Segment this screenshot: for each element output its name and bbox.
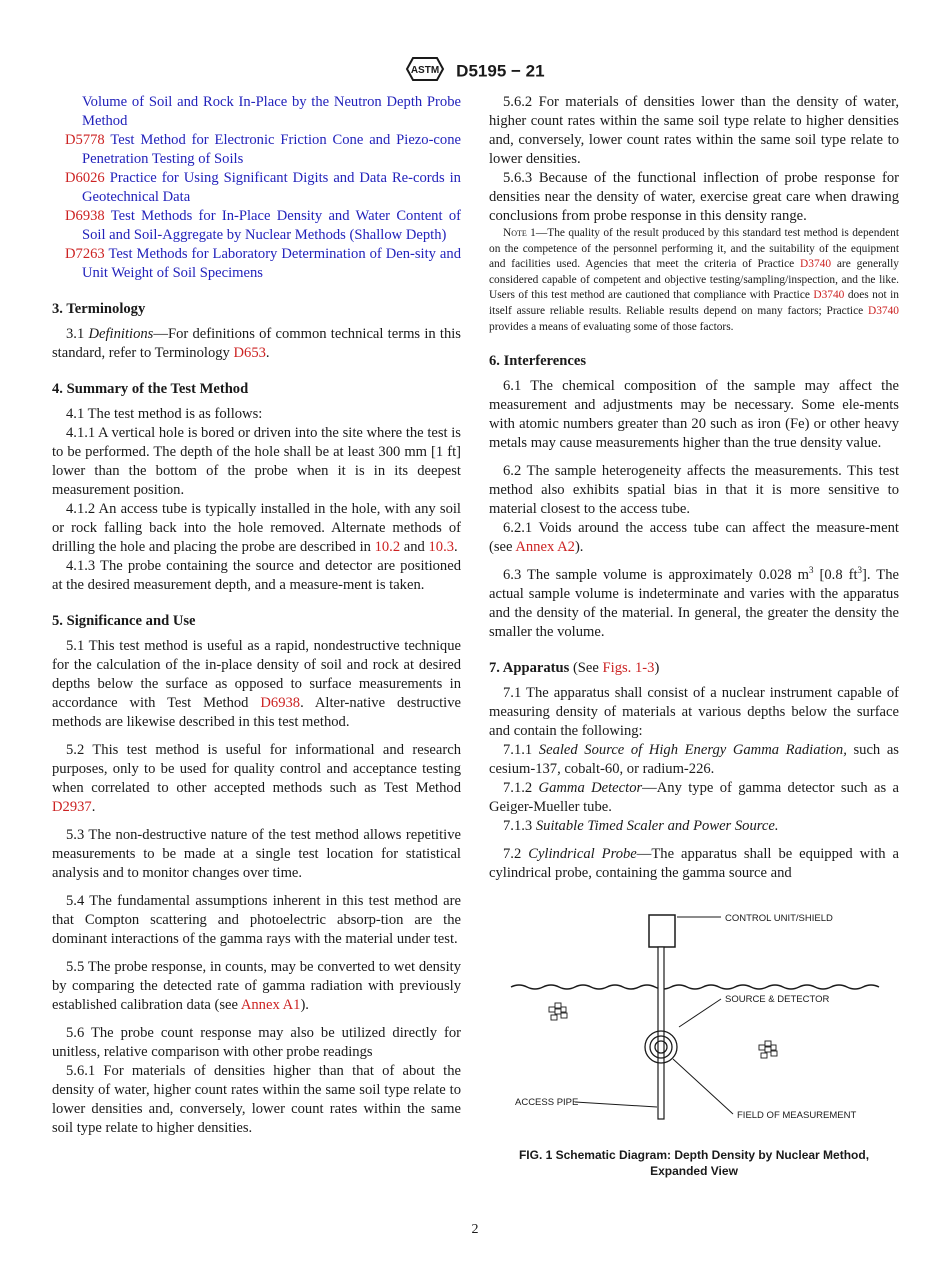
control-unit-label: CONTROL UNIT/SHIELD	[725, 913, 833, 925]
source-detector-label: SOURCE & DETECTOR	[725, 994, 830, 1006]
paragraph: 4.1.1 A vertical hole is bored or driven into the site where the test is to be performed. The depth of the hole shall be at least 300 mm [1 ft] lower than the bottom of the probe when it is in its deepest measurement position.	[52, 425, 461, 498]
reference-code-link[interactable]: D6938	[65, 208, 105, 224]
ground-surface-line	[511, 985, 879, 989]
paragraph: 5.6.1 For materials of densities higher than that of about the density of water, higher count rates within the same soil type relate to lower densities and, conversely, lower count rates within the same soil type relate to higher densities.	[52, 1063, 461, 1136]
paragraph: 3.1 Definitions—For definitions of common technical terms in this standard, refer to Terminology D653.	[52, 326, 461, 361]
reference-code-link[interactable]: D5778	[65, 132, 105, 148]
standard-link[interactable]: D3740	[800, 258, 832, 271]
note-1: Note 1—The quality of the result produced by this standard test method is dependent on the competence of the personnel performing it, and the suitability of the equipment and facilities used. Agencies that meet the criteria of Practice D3740 are generally considered capable of competent and objective testing/sampling/inspection, and the like. Users of this test method are cautioned that compliance with Practice D3740 does not in itself assure reliable results. Reliable results depend on many factors; Practice D3740 provides a means of evaluating some of those factors.	[489, 227, 900, 333]
figure-caption: FIG. 1 Schematic Diagram: Depth Density by Nuclear Method, Expanded View	[518, 1148, 870, 1179]
paragraph: 5.4 The fundamental assumptions inherent in this test method are that Compton scattering and photoelectric absorp-tion are the dominant interactions of the gamma rays with the material under test.	[52, 893, 461, 947]
paragraph: 5.3 The non-destructive nature of the test method allows repetitive measurements to be made at a single test location for statistical analysis and to monitor changes over time.	[52, 827, 461, 881]
field-of-measurement-label: FIELD OF MEASUREMENT	[737, 1110, 857, 1122]
reference-item: D5778 Test Method for Electronic Friction Cone and Piezo-cone Penetration Testing of Soils	[65, 132, 461, 167]
paragraph: 6.3 The sample volume is approximately 0.028 $m^3$ [0.8 $ft^3$]. The actual sample volume is indeterminate and varies with the apparatus and the density of the material. In general, the greater the density the smaller the volume.	[489, 565, 899, 641]
annex-link[interactable]: Annex A2	[515, 539, 575, 556]
access-pipe-leader-line	[575, 1102, 657, 1107]
paragraph: 5.1 This test method is useful as a rapid, nondestructive technique for the calculation of the in-place density of soil and rock at desired depths below the surface as opposed to surface measurements in accordance with Test Method D6938. Alter-native destructive methods are likewise described in this test method.	[52, 638, 461, 730]
paragraph: 5.6 The probe count response may also be utilized directly for unitless, relative comparison with other probe readings	[52, 1025, 461, 1060]
paragraph: 7.1.2 Gamma Detector—Any type of gamma detector such as a Geiger-Mueller tube.	[489, 780, 899, 816]
standard-link[interactable]: D3740	[813, 289, 845, 302]
soil-particles-right-icon	[759, 1041, 777, 1058]
access-pipe-shape	[658, 947, 664, 1119]
section-heading-interferences: 6. Interferences	[489, 353, 586, 370]
section-link[interactable]: 10.3	[428, 539, 455, 555]
field-leader-line	[673, 1059, 733, 1114]
left-column	[52, 93, 461, 1138]
paragraph: 5.5 The probe response, in counts, may be converted to wet density by comparing the detected rate of gamma radiation with previously established calibration data (see Annex A1).	[52, 959, 461, 1013]
paragraph: 6.2.1 Voids around the access tube can affect the measure-ment (see Annex A2).	[489, 520, 899, 556]
paragraph: 7.1 The apparatus shall consist of a nuclear instrument capable of measuring density of materials at various depths below the surface and contain the following:	[489, 685, 899, 740]
reference-code-link[interactable]: D6026	[65, 170, 105, 186]
document-code: D5195 − 21	[456, 61, 545, 81]
soil-particles-left-icon	[549, 1003, 567, 1020]
paragraph: 4.1 The test method is as follows:	[66, 406, 263, 422]
standard-link[interactable]: D2937	[52, 799, 92, 815]
astm-logo-icon	[405, 56, 445, 87]
right-column	[489, 93, 899, 1179]
page-header	[0, 56, 950, 87]
section-heading-summary: 4. Summary of the Test Method	[52, 381, 249, 397]
reference-item: D7263 Test Methods for Laboratory Determination of Den-sity and Unit Weight of Soil Specimens	[65, 246, 461, 281]
standard-link[interactable]: D653	[233, 345, 266, 361]
annex-link[interactable]: Annex A1	[240, 997, 301, 1013]
paragraph: 7.1.1 Sealed Source of High Energy Gamma Radiation, such as cesium-137, cobalt-60, or radium-226.	[489, 742, 899, 778]
section-link[interactable]: 10.2	[374, 539, 401, 555]
paragraph: 5.6.3 Because of the functional inflection of probe response for densities near the density of water, exercise great care when drawing conclusions from probe response in this density range.	[489, 170, 899, 224]
control-unit-shape	[649, 915, 675, 947]
paragraph: 4.1.2 An access tube is typically installed in the hole, with any soil or rock falling back into the hole removed. Alternate methods of drilling the hole and placing the probe are described in 10.2 and 10.3.	[52, 501, 461, 555]
figure-link[interactable]: Figs. 1-3	[602, 660, 655, 677]
svg-text:ASTM: ASTM	[411, 65, 440, 76]
section-heading-terminology: 3. Terminology	[52, 301, 146, 317]
paragraph: 7.1.3 Suitable Timed Scaler and Power Source.	[503, 818, 779, 835]
source-detector-leader-line	[679, 999, 721, 1027]
paragraph: 5.6.2 For materials of densities lower than the density of water, higher count rates within the same soil type relate to higher densities and, conversely, lower count rates within the same soil type relate to lower densities.	[489, 94, 899, 167]
paragraph: 4.1.3 The probe containing the source and detector are positioned at the desired measurement depth, and a measure-ment is taken.	[52, 558, 461, 593]
paragraph: 5.2 This test method is useful for informational and research purposes, only to be used for quality control and acceptance testing when correlated to other accepted methods such as Test Method D2937.	[52, 742, 461, 815]
paragraph: 7.2 Cylindrical Probe—The apparatus shall be equipped with a cylindrical probe, containing the gamma source and	[489, 846, 900, 882]
access-pipe-label: ACCESS PIPE	[515, 1097, 579, 1109]
paragraph: 6.2 The sample heterogeneity affects the measurements. This test method also exhibits spatial bias in that it is more sensitive to material closest to the access tube.	[489, 463, 899, 518]
reference-item: Volume of Soil and Rock In-Place by the Neutron Depth Probe Method	[82, 94, 461, 129]
reference-code-link[interactable]: D7263	[65, 246, 105, 262]
standard-link[interactable]: D6938	[260, 695, 301, 711]
reference-item: D6938 Test Methods for In-Place Density and Water Content of Soil and Soil-Aggregate by Nuclear Methods (Shallow Depth)	[65, 208, 461, 243]
figure-1	[489, 909, 899, 1179]
reference-item: D6026 Practice for Using Significant Digits and Data Re-cords in Geotechnical Data	[65, 170, 461, 205]
standard-link[interactable]: D3740	[867, 304, 899, 317]
schematic-diagram	[489, 909, 899, 1139]
paragraph: 6.1 The chemical composition of the sample may affect the measurement and adjustments may be necessary. Some ele-ments with atomic numbers greater than 20 such as iron (Fe) or other heavy metals may cause measurements higher than the true density value.	[489, 378, 899, 452]
page-number: 2	[471, 1222, 479, 1237]
section-heading-significance: 5. Significance and Use	[52, 613, 196, 629]
section-heading-apparatus: 7. Apparatus (See Figs. 1-3)	[489, 660, 660, 677]
